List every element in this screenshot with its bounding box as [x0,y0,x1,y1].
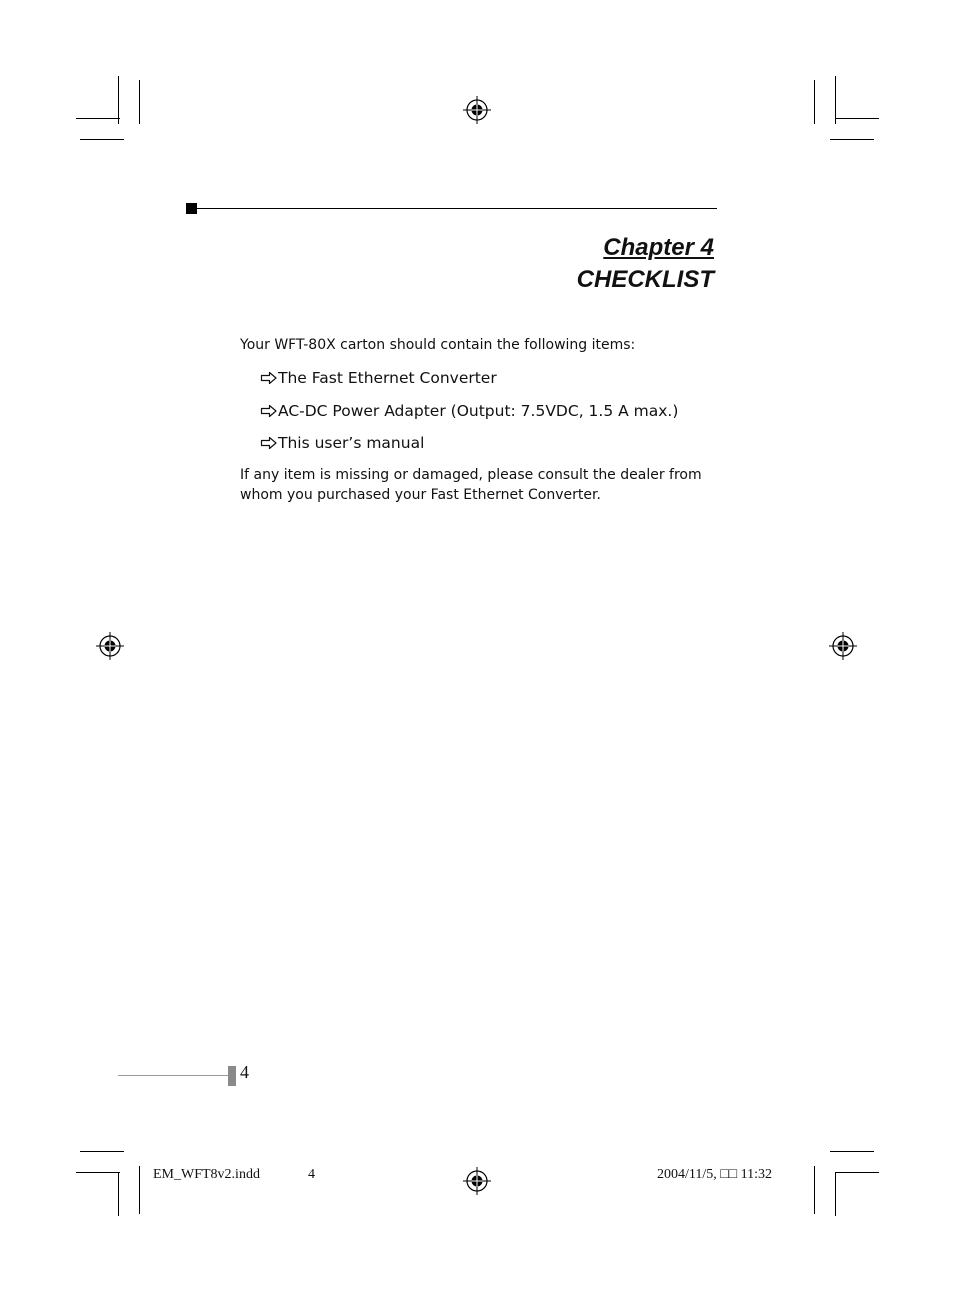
crop-mark [814,1166,815,1214]
list-item [260,369,678,402]
list-item-text: AC-DC Power Adapter (Output: 7.5VDC, 1.5 A max.) [278,401,679,420]
chapter-heading: Chapter 4 [603,234,714,261]
footer-rule [118,1075,228,1076]
registration-mark-icon [462,95,492,125]
crop-mark [835,118,879,119]
crop-mark [118,1172,119,1216]
slug-filename: EM_WFT8v2.indd [153,1167,260,1182]
crop-mark [80,1151,124,1152]
registration-mark-icon [95,631,125,661]
note-paragraph: If any item is missing or damaged, please consult the dealer from whom you purchased your Fast Ethernet Converter. [240,467,702,503]
crop-mark [80,139,124,140]
intro-paragraph: Your WFT-80X carton should contain the following items: [240,337,636,353]
crop-mark [835,1172,879,1173]
header-rule [197,208,717,209]
slug-page: 4 [308,1167,315,1182]
header-square-marker [186,203,197,214]
hollow-right-arrow-icon [260,371,278,387]
footer-tab-marker [228,1066,236,1086]
crop-mark [830,1151,874,1152]
list-item-text: This user’s manual [278,434,425,452]
list-item-text: The Fast Ethernet Converter [278,369,497,387]
crop-mark [139,80,140,124]
section-title: CHECKLIST [576,266,714,293]
crop-mark [118,76,119,124]
slug-datetime: 2004/11/5, □□ 11:32 [656,1167,772,1182]
registration-mark-icon [462,1166,492,1196]
crop-mark [830,139,874,140]
crop-mark [835,76,836,124]
page-number: 4 [240,1062,249,1082]
list-item [260,434,678,467]
list-item [260,402,678,435]
crop-mark [76,118,120,119]
crop-mark [76,1172,120,1173]
crop-mark [814,80,815,124]
crop-mark [835,1172,836,1216]
crop-mark [139,1166,140,1214]
hollow-right-arrow-icon [260,404,278,420]
checklist [260,369,678,467]
registration-mark-icon [828,631,858,661]
hollow-right-arrow-icon [260,436,278,452]
